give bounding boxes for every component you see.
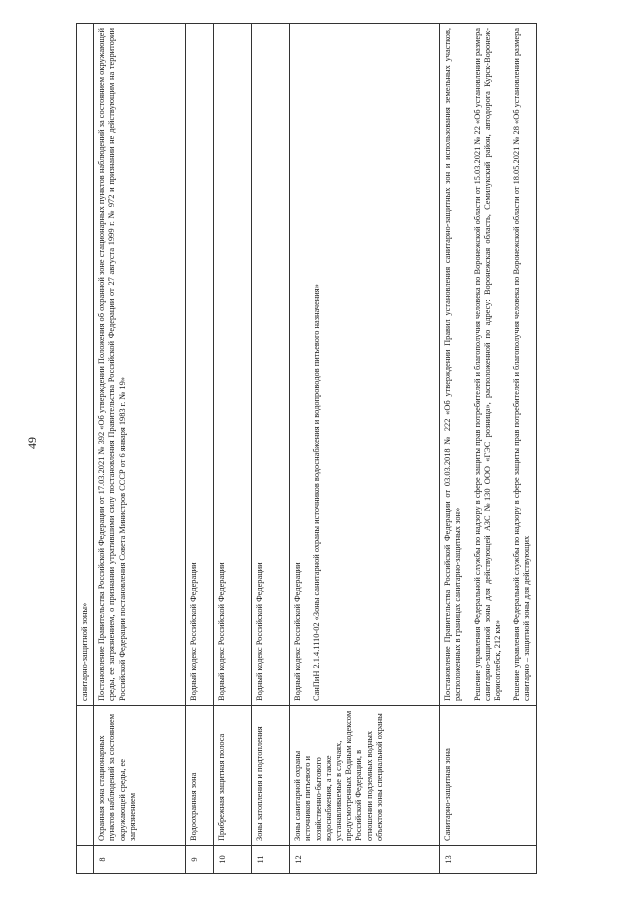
zone-name: Охранная зона стационарных пунктов наблюдений за состоянием окружающей среды, ее загрязнением — [94, 706, 186, 846]
zone-documents — [252, 24, 290, 706]
table-row — [186, 24, 214, 874]
document-text: Водный кодекс Российской Федерации — [189, 562, 199, 701]
rotated-page-content — [76, 24, 616, 874]
zone-documents — [440, 24, 536, 706]
document-text: Решение управления Федеральной службы по надзору в сфере защиты прав потребителей и благополучия человека по Воронежской области от 18.05.2021 № 28 «Об установлении размера санитарно – защитной зоны для действующих — [512, 28, 532, 701]
table-row — [77, 24, 94, 874]
table-row — [290, 24, 440, 874]
document-text: СанПиН 2.1.4.1110-02 «Зоны санитарной охраны источников водоснабжения и водопроводов питьевого назначения» — [312, 284, 322, 701]
document-text: Водный кодекс Российской Федерации — [217, 562, 227, 701]
zone-name: Зоны санитарной охраны источников питьевого и хозяйственно-бытового водоснабжения, а также устанавливаемые в случаях, предусмотренных Водным кодексом Российской Федерации, в отношении подземных водных объектов зоны специальной охраны — [290, 706, 440, 846]
document-text: санитарно-защитной зоны» — [80, 602, 89, 701]
zone-name: Санитарно-защитная зона — [440, 706, 536, 846]
document-text: Водный кодекс Российской Федерации — [293, 562, 303, 701]
zones-table — [76, 23, 537, 874]
row-number: 10 — [214, 846, 252, 874]
zone-documents — [77, 24, 94, 706]
zone-name: Водоохранная зона — [186, 706, 214, 846]
row-number: 11 — [252, 846, 290, 874]
document-text: Постановление Правительства Российской Федерации от 17.03.2021 № 392 «Об утверждении Положения об охранной зоне стационарных пунктов наблюдений за состоянием окружающей среды, ее загрязнением, о признании утратившими силу постановления Правительства Российской Федерации от 27 августа 1999 г. № 972 и признании не действующим на территории Российской Федерации постановления Совета Министров СССР от 6 января 1983 г. № 19» — [97, 28, 127, 701]
zone-documents — [94, 24, 186, 706]
table-row — [94, 24, 186, 874]
document-text: Решение управления Федеральной службы по надзору в сфере защиты прав потребителей и благополучия человека по Воронежской области от 15.03.2021 № 22 «Об установлении размера санитарно-защитной зоны для действующей АЗС №130 ООО «ГЭС розница», расположенной по адресу: Воронежская область, Семилукский район, автодорога Курск-Воронеж-Борисоглебск, 212 км» — [472, 28, 503, 701]
zone-documents — [290, 24, 440, 706]
row-number: 13 — [440, 846, 536, 874]
row-number: 9 — [186, 846, 214, 874]
page-number: 49 — [25, 437, 39, 449]
zone-name: Зоны затопления и подтопления — [252, 706, 290, 846]
zone-documents — [214, 24, 252, 706]
row-number: 12 — [290, 846, 440, 874]
table-row — [440, 24, 536, 874]
table-row — [214, 24, 252, 874]
row-number: 8 — [94, 846, 186, 874]
document-text: Постановление Правительства Российской Федерации от 03.03.2018 № 222 «Об утверждении Правил установления санитарно-защитных зон и использования земельных участков, расположенных в границах санитарно-защитных зон» — [443, 28, 463, 701]
table-row — [252, 24, 290, 874]
zone-name — [77, 706, 94, 846]
zone-documents — [186, 24, 214, 706]
zone-name: Прибрежная защитная полоса — [214, 706, 252, 846]
document-text: Водный кодекс Российской Федерации — [255, 562, 265, 701]
row-number — [77, 846, 94, 874]
